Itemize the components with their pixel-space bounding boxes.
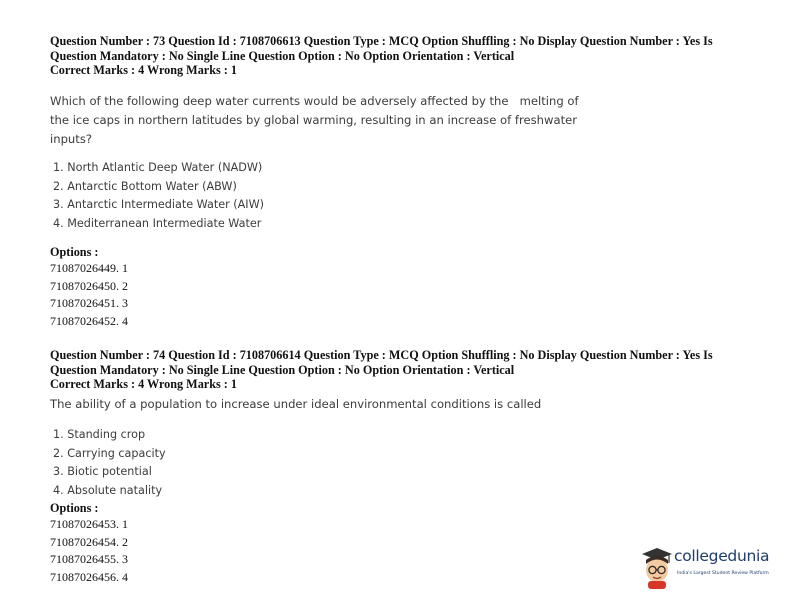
q74-choice: 3. Biotic potential <box>53 465 152 478</box>
q73-question-line: the ice caps in northern latitudes by global warming, resulting in an increase of freshwater <box>50 113 578 127</box>
q73-option-id: 71087026452. 4 <box>50 313 128 328</box>
q74-header-line: Correct Marks : 4 Wrong Marks : 1 <box>50 377 237 391</box>
q73-choice: 3. Antarctic Intermediate Water (AIW) <box>53 198 265 211</box>
q73-choice: 4. Mediterranean Intermediate Water <box>53 216 262 230</box>
q73-header-line: Correct Marks : 4 Wrong Marks : 1 <box>50 63 237 77</box>
graduate-mascot-icon <box>640 546 674 590</box>
q74-header-line: Question Number : 74 Question Id : 7108706614 Question Type : MCQ Option Shuffling : No Display Question Number : Yes Is <box>50 348 713 362</box>
q74-choice: 4. Absolute natality <box>53 483 163 497</box>
q74-choice-list <box>50 426 753 500</box>
q74-choice: 2. Carrying capacity <box>53 446 166 460</box>
collegedunia-logo <box>640 544 780 592</box>
q74-option-id: 71087026453. 1 <box>50 517 128 531</box>
logo-tagline: India's Largest Student Review Platform <box>677 571 769 576</box>
q73-question-line: inputs? <box>50 132 93 146</box>
q74-choice: 1. Standing crop <box>53 428 146 441</box>
q74-header <box>50 348 750 392</box>
q74-option-id: 71087026454. 2 <box>50 534 128 549</box>
q73-choice: 1. North Atlantic Deep Water (NADW) <box>53 161 263 174</box>
q73-options-block <box>50 244 750 330</box>
logo-text: collegedunia <box>674 547 770 565</box>
q73-option-id: 71087026451. 3 <box>50 296 128 310</box>
q73-header <box>50 34 750 78</box>
q74-option-id: 71087026455. 3 <box>50 552 128 566</box>
q73-question-text <box>50 92 750 149</box>
q73-option-id: 71087026450. 2 <box>50 278 128 293</box>
q74-header-line: Question Mandatory : No Single Line Question Option : No Option Orientation : Vertical <box>50 362 515 377</box>
q73-question-line: Which of the following deep water currents would be adversely affected by the melting of <box>50 94 579 108</box>
q74-question-text <box>50 395 750 414</box>
q73-option-id: 71087026449. 1 <box>50 261 128 275</box>
q74-options-label: Options : <box>50 501 99 515</box>
q74-option-id: 71087026456. 4 <box>50 569 128 584</box>
q73-header-line: Question Mandatory : No Single Line Question Option : No Option Orientation : Vertical <box>50 48 515 63</box>
q74-question-line: The ability of a population to increase under ideal environmental conditions is called <box>50 397 542 411</box>
q73-header-line: Question Number : 73 Question Id : 7108706613 Question Type : MCQ Option Shuffling : No Display Question Number : Yes Is <box>50 34 713 48</box>
q73-options-label: Options : <box>50 245 99 259</box>
q73-choice: 2. Antarctic Bottom Water (ABW) <box>53 179 237 193</box>
q73-choice-list <box>50 159 753 233</box>
